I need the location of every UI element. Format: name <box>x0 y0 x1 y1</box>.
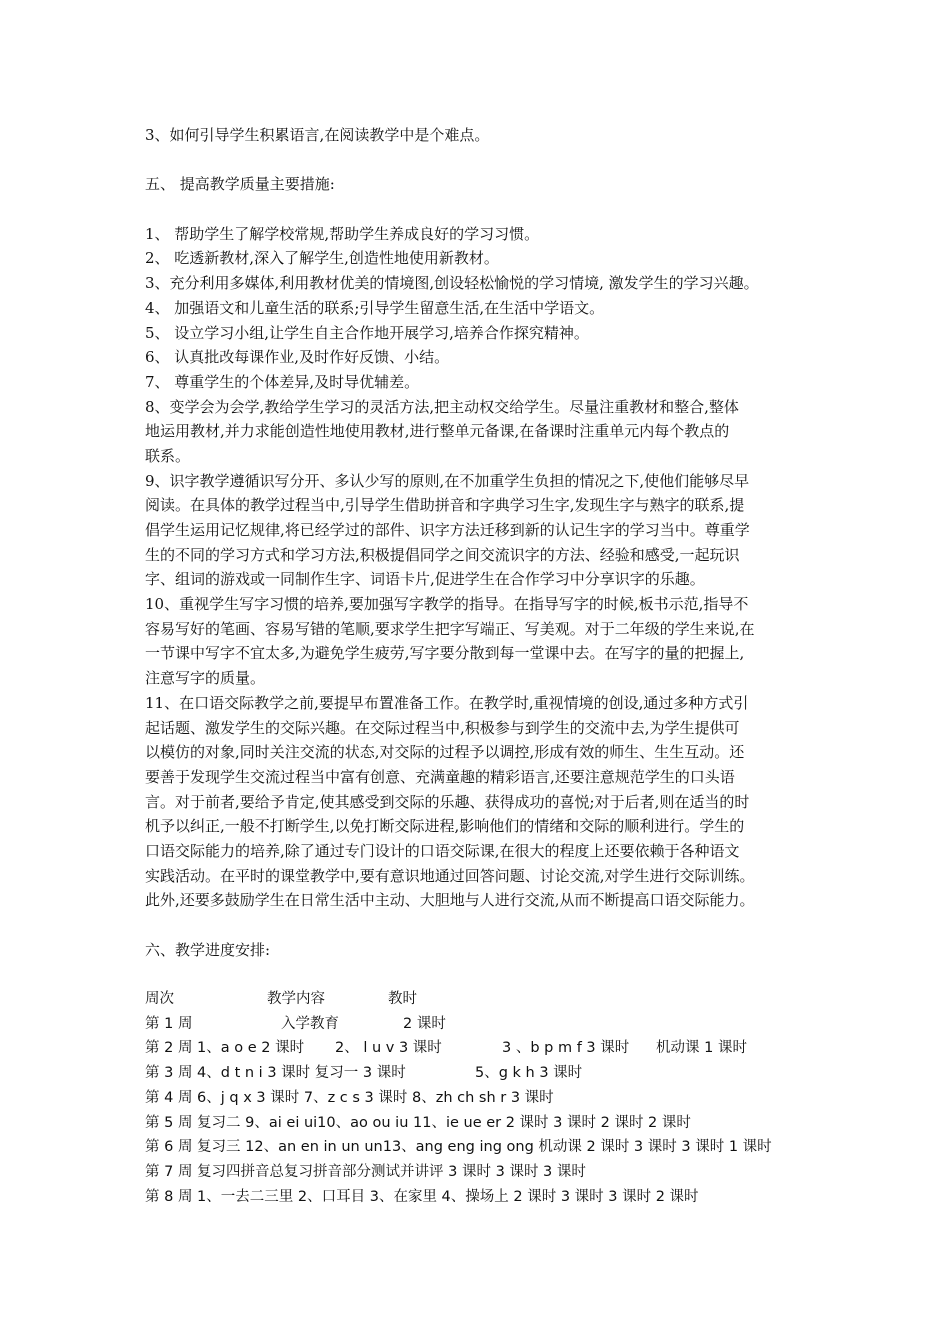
section5-line: 9、识字教学遵循识写分开、多认少写的原则,在不加重学生负担的情况之下,使他们能够尽早 <box>145 471 750 490</box>
section5-heading: 五、 提高教学质量主要措施: <box>145 175 335 194</box>
section5-line: 实践活动。在平时的课堂教学中,要有意识地通过回答问题、讨论交流,对学生进行交际训练。 <box>145 866 755 885</box>
section5-line: 口语交际能力的培养,除了通过专门设计的口语交际课,在很大的程度上还要依赖于各种语文 <box>145 841 740 860</box>
schedule-row: 第 6 周 复习三 12、an en in un un13、ang eng ing ong 机动课 2 课时 3 课时 3 课时 1 课时 <box>145 1139 772 1156</box>
schedule-cell: 3 、b p m f 3 课时 <box>502 1040 630 1057</box>
schedule-cell: 机动课 1 课时 <box>656 1040 747 1057</box>
schedule-hours: 2 课时 <box>403 1015 446 1032</box>
section5-line: 机予以纠正,一般不打断学生,以免打断交际进程,影响他们的情绪和交际的顺利进行。学生的 <box>145 817 745 836</box>
section5-line: 容易写好的笔画、容易写错的笔顺,要求学生把字写端正、写美观。对于二年级的学生来说,在 <box>145 619 755 638</box>
section4-item-3: 3、如何引导学生积累语言,在阅读教学中是个难点。 <box>145 126 490 144</box>
section5-line: 7、 尊重学生的个体差异,及时导优辅差。 <box>145 372 420 391</box>
section5-line: 一节课中写字不宜太多,为避免学生疲劳,写字要分散到每一堂课中去。在写字的量的把握上, <box>145 644 745 663</box>
schedule-row <box>145 1036 835 1061</box>
section6-heading: 六、教学进度安排: <box>145 940 271 959</box>
section5-line: 4、 加强语文和儿童生活的联系;引导学生留意生活,在生活中学语文。 <box>145 298 605 317</box>
schedule-header-row <box>145 987 835 1012</box>
schedule-row <box>145 1061 835 1086</box>
schedule-content: 入学教育 <box>281 1015 339 1032</box>
section5-line: 注意写字的质量。 <box>145 669 266 688</box>
schedule-rows <box>145 1086 835 1209</box>
document-page <box>145 123 835 1209</box>
schedule-header-week: 周次 <box>145 991 174 1008</box>
section5-line: 联系。 <box>145 446 191 465</box>
schedule-cell: 第 3 周 4、d t n i 3 课时 复习一 3 课时 <box>145 1065 406 1082</box>
section5-line: 阅读。在具体的教学过程当中,引导学生借助拼音和字典学习生字,发现生字与熟字的联系,提 <box>145 496 745 515</box>
section5-line: 11、在口语交际教学之前,要提早布置准备工作。在教学时,重视情境的创设,通过多种方式引 <box>145 693 749 712</box>
schedule-row: 第 8 周 1、一去二三里 2、口耳目 3、在家里 4、操场上 2 课时 3 课时 3 课时 2 课时 <box>145 1188 699 1205</box>
schedule-header-content: 教学内容 <box>267 991 325 1008</box>
schedule-row: 第 5 周 复习二 9、ai ei ui10、ao ou iu 11、ie ue er 2 课时 3 课时 2 课时 2 课时 <box>145 1114 691 1131</box>
section5-line: 起话题、激发学生的交际兴趣。在交际过程当中,积极参与到学生的交流中去,为学生提供可 <box>145 718 740 737</box>
section5-body <box>145 222 835 913</box>
section5-line: 要善于发现学生交流过程当中富有创意、充满童趣的精彩语言,还要注意规范学生的口头语 <box>145 767 735 786</box>
section5-line: 5、 设立学习小组,让学生自主合作地开展学习,培养合作探究精神。 <box>145 323 589 342</box>
section5-line: 字、组词的游戏或一同制作生字、词语卡片,促进学生在合作学习中分享识字的乐趣。 <box>145 570 705 589</box>
section5-line: 言。对于前者,要给予肯定,使其感受到交际的乐趣、获得成功的喜悦;对于后者,则在适当的时 <box>145 792 750 811</box>
section5-line: 8、变学会为会学,教给学生学习的灵活方法,把主动权交给学生。尽量注重教材和整合,整体 <box>145 397 739 416</box>
section5-line: 10、重视学生写字习惯的培养,要加强写字教学的指导。在指导写字的时候,板书示范,指导不 <box>145 595 749 614</box>
schedule-row: 第 4 周 6、j q x 3 课时 7、z c s 3 课时 8、zh ch sh r 3 课时 <box>145 1089 554 1106</box>
schedule-cell: 2、 l u v 3 课时 <box>335 1040 442 1057</box>
section5-line: 地运用教材,并力求能创造性地使用教材,进行整单元备课,在备课时注重单元内每个教点的 <box>145 422 730 441</box>
section5-line: 倡学生运用记忆规律,将已经学过的部件、识字方法迁移到新的认记生字的学习当中。尊重学 <box>145 521 750 539</box>
section5-line: 3、充分利用多媒体,利用教材优美的情境图,创设轻松愉悦的学习情境, 激发学生的学习兴趣。 <box>145 274 759 293</box>
section5-line: 6、 认真批改每课作业,及时作好反馈、小结。 <box>145 348 450 367</box>
schedule-row: 第 7 周 复习四拼音总复习拼音部分测试并讲评 3 课时 3 课时 3 课时 <box>145 1163 586 1180</box>
schedule-table <box>145 987 835 1209</box>
schedule-cell: 5、g k h 3 课时 <box>475 1065 583 1082</box>
section5-line: 1、 帮助学生了解学校常规,帮助学生养成良好的学习习惯。 <box>145 224 540 243</box>
schedule-header-hours: 教时 <box>388 991 417 1008</box>
section5-line: 2、 吃透新教材,深入了解学生,创造性地使用新教材。 <box>145 249 499 268</box>
section5-line: 生的不同的学习方式和学习方法,积极提倡同学之间交流识字的方法、经验和感受,一起玩识 <box>145 545 740 564</box>
schedule-row <box>145 1012 835 1037</box>
section5-line: 以模仿的对象,同时关注交流的状态,对交际的过程予以调控,形成有效的师生、生生互动。还 <box>145 743 745 762</box>
schedule-week: 第 1 周 <box>145 1015 193 1032</box>
schedule-cell: 第 2 周 1、a o e 2 课时 <box>145 1040 305 1057</box>
section5-line: 此外,还要多鼓励学生在日常生活中主动、大胆地与人进行交流,从而不断提高口语交际能力。 <box>145 891 755 910</box>
